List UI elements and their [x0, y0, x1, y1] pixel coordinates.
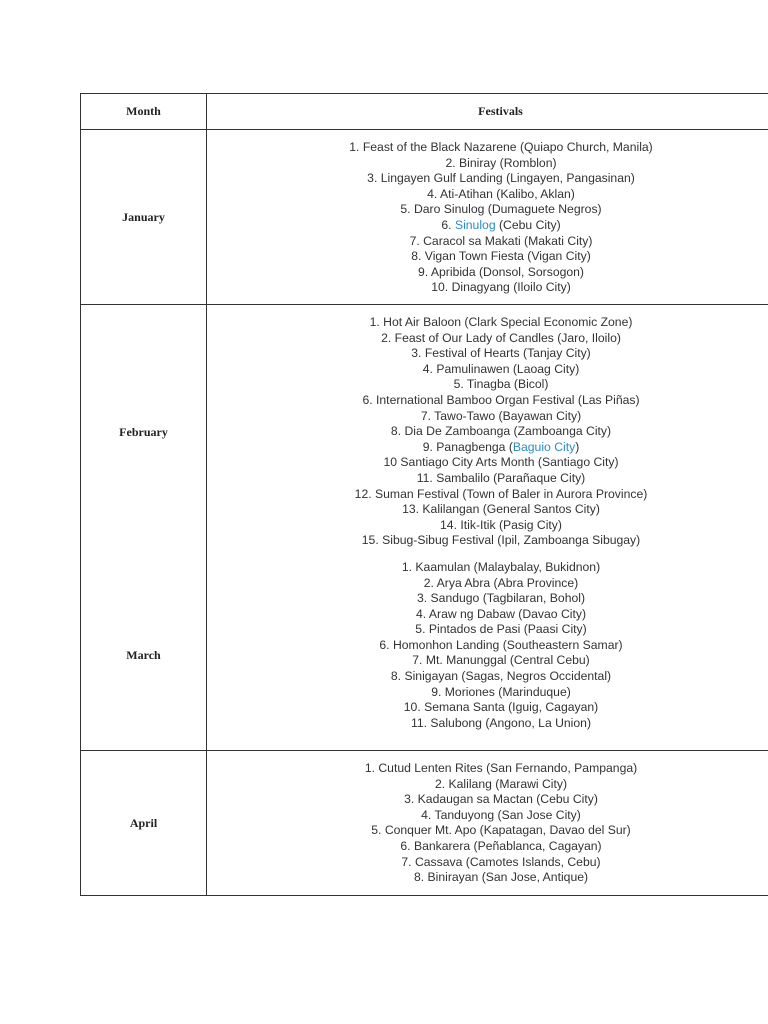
item-number: 5. [400, 202, 411, 217]
item-text: Ati-Atihan (Kalibo, Aklan) [440, 186, 575, 201]
item-text: Moriones (Marinduque) [444, 684, 571, 699]
item-number: 6. [362, 392, 373, 407]
item-number: 4. [427, 186, 438, 201]
list-item [207, 502, 768, 518]
festivals-header-label: Festivals [478, 104, 523, 118]
list-item [207, 393, 768, 409]
header-row [81, 94, 768, 130]
item-number: 2. [434, 776, 446, 791]
item-text: Tinagba (Bicol) [466, 377, 549, 392]
festival-list [207, 549, 768, 732]
item-text: Salubong (Angono, La Union) [430, 715, 592, 730]
item-number: 7. [420, 408, 431, 423]
item-text: Sinigayan (Sagas, Negros Occidental) [404, 669, 612, 684]
item-text: Kalilangan (General Santos City) [422, 502, 600, 517]
table-row-february-march [81, 305, 768, 751]
list-item [207, 234, 768, 250]
list-item [207, 560, 768, 576]
list-item [207, 823, 768, 839]
item-text: Binirayan (San Jose, Antique) [427, 870, 589, 885]
list-item [207, 533, 768, 549]
item-number: 10. [403, 700, 421, 715]
item-text: Vigan Town Fiesta (Vigan City) [424, 249, 591, 264]
item-number: 2. [381, 330, 392, 345]
list-item [207, 156, 768, 172]
list-item [207, 792, 768, 808]
list-item [207, 870, 768, 886]
item-number: 8. [390, 424, 402, 439]
list-item [207, 638, 768, 654]
item-text: Conquer Mt. Apo (Kapatagan, Davao del Sur) [384, 823, 631, 838]
list-item [207, 362, 768, 378]
festival-cell-february-march [207, 305, 768, 751]
item-text: Caracol sa Makati (Makati City) [423, 233, 593, 248]
item-number: 3. [367, 171, 378, 186]
month-cell-february-march [81, 305, 207, 751]
item-number: 7. [401, 854, 412, 869]
month-cell-april: April [81, 751, 207, 896]
item-number: 6. [400, 838, 411, 853]
festival-list [207, 305, 768, 549]
item-number: 1. [349, 140, 360, 154]
item-text: Kalilang (Marawi City) [448, 776, 568, 791]
list-item [207, 855, 768, 871]
item-text: Tawo-Tawo (Bayawan City) [434, 408, 582, 423]
item-number: 15. [361, 533, 379, 548]
list-item [207, 487, 768, 503]
festival-table [80, 93, 768, 896]
item-text: Lingayen Gulf Landing (Lingayen, Pangasinan) [380, 171, 635, 186]
item-number: 1. [364, 761, 375, 775]
list-item [207, 331, 768, 347]
item-text: Feast of Our Lady of Candles (Jaro, Iloilo) [394, 330, 621, 345]
item-text: Araw ng Dabaw (Davao City) [428, 606, 587, 621]
item-text: Suman Festival (Town of Baler in Aurora Province) [375, 486, 648, 501]
item-text: Cutud Lenten Rites (San Fernando, Pampanga) [378, 761, 638, 775]
list-item [207, 518, 768, 534]
list-item [207, 249, 768, 265]
list-item [207, 808, 768, 824]
item-number: 10 [383, 455, 398, 470]
list-item [207, 440, 768, 456]
item-number: 11. [416, 470, 433, 485]
february-block [207, 305, 768, 549]
item-number: 11. [410, 715, 428, 730]
item-text-suffix: ) [575, 439, 580, 454]
item-text: Hot Air Baloon (Clark Special Economic Zone) [383, 315, 633, 329]
festival-cell-january [207, 130, 768, 305]
item-number: 10. [431, 280, 449, 295]
list-item [207, 202, 768, 218]
item-text: Dinagyang (Iloilo City) [451, 280, 571, 295]
item-number: 9. [431, 684, 442, 699]
item-number: 4. [421, 807, 432, 822]
list-item [207, 187, 768, 203]
item-text: Tanduyong (San Jose City) [434, 807, 581, 822]
item-text: Dia De Zamboanga (Zamboanga City) [404, 424, 612, 439]
list-item [207, 424, 768, 440]
item-text: Semana Santa (Iguig, Cagayan) [424, 700, 599, 715]
item-text: Homonhon Landing (Southeastern Samar) [392, 637, 623, 652]
item-text: Cassava (Camotes Islands, Cebu) [414, 854, 601, 869]
item-number: 4. [422, 361, 433, 376]
month-cell-january: January [81, 130, 207, 305]
list-item [207, 409, 768, 425]
list-item [207, 700, 768, 716]
list-item [207, 171, 768, 187]
item-text: Apribida (Donsol, Sorsogon) [430, 264, 584, 279]
list-item [207, 377, 768, 393]
item-number: 5. [453, 377, 464, 392]
month-label-february: February [119, 425, 168, 439]
list-item [207, 653, 768, 669]
list-item [207, 280, 768, 296]
item-text: Sambalilo (Parañaque City) [436, 470, 586, 485]
list-item [207, 346, 768, 362]
item-number: 5. [415, 622, 426, 637]
item-number: 6. [379, 637, 390, 652]
list-item [207, 716, 768, 732]
item-number: 6. [441, 217, 452, 232]
item-text-suffix: (Cebu City) [495, 217, 561, 232]
item-text: International Bamboo Organ Festival (Las Piñas) [376, 392, 640, 407]
item-number: 5. [371, 823, 382, 838]
item-number: 1. [401, 559, 413, 574]
list-item [207, 685, 768, 701]
item-number: 8. [413, 870, 425, 885]
list-item [207, 218, 768, 234]
item-number: 1. [369, 315, 380, 329]
festival-list [207, 751, 768, 886]
festival-cell-april [207, 751, 768, 896]
item-number: 3. [411, 346, 422, 361]
table-row-january [81, 130, 768, 305]
item-text: Daro Sinulog (Dumaguete Negros) [413, 202, 602, 217]
item-text: Kadaugan sa Mactan (Cebu City) [417, 792, 598, 807]
item-number: 7. [409, 233, 420, 248]
month-stack [81, 305, 206, 750]
item-number: 3. [416, 591, 428, 606]
list-item [207, 669, 768, 685]
item-text: Festival of Hearts (Tanjay City) [424, 346, 591, 361]
item-number: 13. [402, 502, 420, 517]
festival-list [207, 130, 768, 296]
item-link[interactable]: Baguio City [512, 439, 576, 454]
item-number: 14. [440, 517, 457, 532]
list-item [207, 471, 768, 487]
month-header: Month [81, 94, 207, 130]
item-text: Pintados de Pasi (Paasi City) [428, 622, 587, 637]
item-number: 4. [415, 606, 427, 621]
item-number: 7. [412, 653, 423, 668]
item-text: Pamulinawen (Laoag City) [436, 361, 580, 376]
item-text: Sibug-Sibug Festival (Ipil, Zamboanga Sibugay) [382, 533, 641, 548]
list-item [207, 761, 768, 777]
item-number: 2. [423, 575, 434, 590]
list-item [207, 455, 768, 471]
item-text: Sandugo (Tagbilaran, Bohol) [430, 591, 586, 606]
item-text: Arya Abra (Abra Province) [436, 575, 579, 590]
list-item [207, 622, 768, 638]
list-item [207, 576, 768, 592]
item-text: Biniray (Romblon) [459, 155, 557, 170]
table-row-april [81, 751, 768, 896]
item-number: 9. [418, 264, 429, 279]
item-number: 12. [354, 486, 372, 501]
festivals-header [207, 94, 768, 130]
list-item [207, 140, 768, 156]
item-number: 3. [404, 792, 415, 807]
item-number: 8. [390, 669, 402, 684]
month-label-march: March [126, 648, 161, 662]
item-number: 9. [422, 439, 433, 454]
item-text: Itik-Itik (Pasig City) [460, 517, 562, 532]
item-text: Feast of the Black Nazarene (Quiapo Church, Manila) [362, 140, 653, 154]
item-text: Panagbenga ( [436, 439, 513, 454]
list-item [207, 265, 768, 281]
list-item [207, 591, 768, 607]
item-text: Mt. Manunggal (Central Cebu) [425, 653, 590, 668]
item-number: 8. [411, 249, 422, 264]
item-text: Kaamulan (Malaybalay, Bukidnon) [415, 559, 601, 574]
item-text: Bankarera (Peñablanca, Cagayan) [413, 838, 602, 853]
item-link[interactable]: Sinulog [454, 217, 496, 232]
list-item [207, 607, 768, 623]
list-item [207, 315, 768, 331]
list-item [207, 777, 768, 793]
item-text: Santiago City Arts Month (Santiago City) [400, 455, 619, 470]
item-number: 2. [445, 155, 456, 170]
list-item [207, 839, 768, 855]
